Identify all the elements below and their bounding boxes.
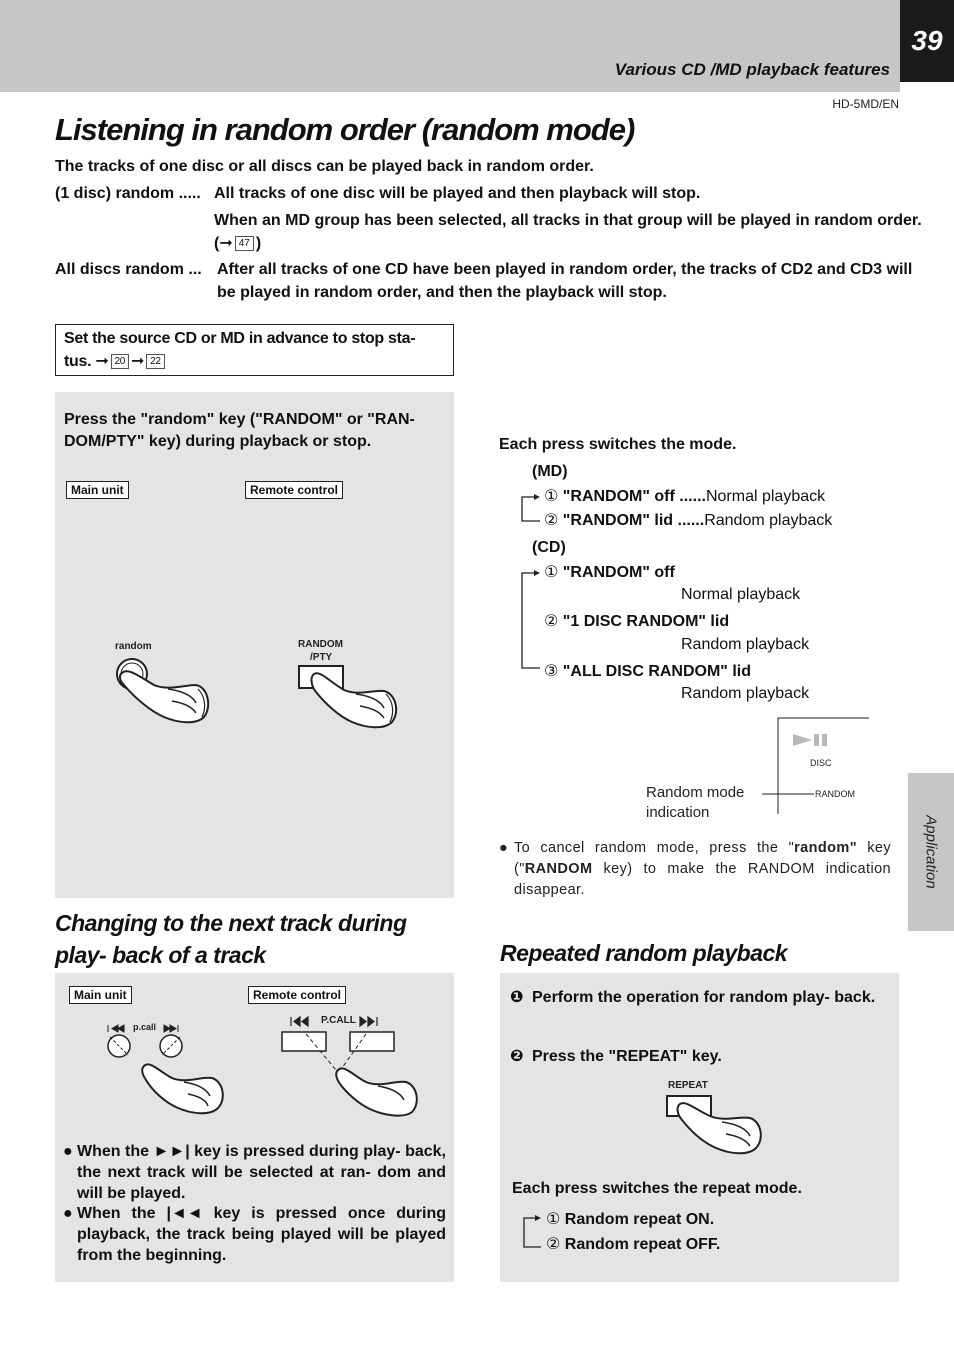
- next-track-title: Changing to the next track during play- back of a track: [55, 910, 407, 968]
- remote-pty-label: /PTY: [310, 652, 333, 663]
- md-mode-2-name: "RANDOM" lid ......: [562, 512, 705, 529]
- indicator-label-2: indication: [646, 804, 710, 821]
- cd-mode-1-desc: Normal playback: [681, 586, 801, 603]
- md-mode-2-num: ②: [544, 512, 559, 529]
- indicator-label-1: Random mode: [646, 784, 745, 801]
- prev-track-icon: |◄◄: [166, 1205, 203, 1222]
- intro-text: The tracks of one disc or all discs can be played back in random order.: [55, 158, 594, 175]
- cd-mode-2-name: "1 DISC RANDOM" lid: [562, 613, 730, 630]
- step1-text: Perform the operation for random play- back.: [532, 989, 876, 1006]
- all-discs-term: All discs random ...: [55, 261, 202, 278]
- model-number: HD-5MD/EN: [832, 97, 899, 111]
- cd-mode-1: [544, 562, 675, 582]
- repeat-mode-1-num: ①: [546, 1211, 561, 1228]
- cd-mode-3: [544, 661, 751, 681]
- step1-num: ❶: [510, 989, 524, 1006]
- arrow-icon: ➞: [131, 353, 145, 370]
- mode-switch-heading: Each press switches the mode.: [499, 436, 737, 453]
- cd-mode-2-num: ②: [544, 613, 559, 630]
- hand-pressing-remote-random-icon: [296, 664, 406, 734]
- hand-pressing-random-icon: [110, 655, 220, 730]
- next-track-bullet-1: [63, 1141, 446, 1204]
- md-group-ref-suffix: ): [255, 235, 262, 252]
- cd-label: (CD): [532, 539, 566, 556]
- md-group-desc: [214, 209, 924, 255]
- prep-note: [55, 324, 454, 376]
- cd-mode-3-desc: Random playback: [681, 685, 810, 702]
- arrow-icon: ➞: [95, 353, 109, 370]
- cd-mode-1-num: ①: [544, 564, 559, 581]
- next-track-icon: ►►|: [153, 1143, 190, 1160]
- bullet1-text-b: key is pressed during play- back, the next track will be selected at ran- dom and will be played.: [77, 1143, 446, 1202]
- md-group-ref-prefix: (➞: [214, 235, 233, 252]
- cancel-note: [499, 838, 891, 901]
- indicator-label: [646, 783, 744, 823]
- repeat-mode-1-text: Random repeat ON.: [564, 1211, 715, 1228]
- step2-text: Press the "REPEAT" key.: [532, 1048, 722, 1065]
- disc-indicator: DISC: [810, 758, 832, 768]
- md-mode-2-desc: Random playback: [704, 512, 833, 529]
- page-title: Listening in random order (random mode): [55, 112, 635, 147]
- hand-pressing-skip-icon: [100, 1020, 230, 1118]
- bullet-dot-icon: ●: [63, 1205, 73, 1222]
- page-ref-icon: 22: [146, 354, 165, 369]
- hand-pressing-repeat-icon: [664, 1094, 774, 1160]
- md-mode-1: [544, 486, 825, 506]
- md-label: (MD): [532, 463, 568, 480]
- repeat-switch-heading: Each press switches the repeat mode.: [512, 1180, 802, 1197]
- remote-pcall-label: P.CALL: [321, 1015, 356, 1026]
- page-ref-icon: 20: [111, 354, 130, 369]
- random-indicator: RANDOM: [815, 789, 855, 799]
- cd-mode-3-num: ③: [544, 663, 559, 680]
- cd-cycle-arrow-icon: [518, 566, 544, 672]
- bullet-dot-icon: ●: [63, 1143, 73, 1160]
- hand-pressing-remote-skip-icon: [280, 1012, 420, 1120]
- section-title: Various CD /MD playback features: [614, 60, 890, 79]
- remote-control-tag: Remote control: [248, 986, 346, 1004]
- main-unit-tag: Main unit: [69, 986, 132, 1004]
- cancel-key-random-upper: RANDOM: [524, 861, 593, 877]
- cd-mode-2-desc: Random playback: [681, 636, 810, 653]
- bullet2-text-b: key is pressed once during playback, the track being played will be played from the beginning.: [77, 1205, 446, 1264]
- md-mode-1-num: ①: [544, 488, 559, 505]
- bullet1-text-a: When the: [77, 1143, 150, 1160]
- cancel-text-2: key (": [514, 840, 891, 877]
- md-cycle-arrow-icon: [518, 490, 544, 526]
- md-mode-1-name: "RANDOM" off ......: [562, 488, 706, 505]
- repeat-key-label: REPEAT: [668, 1080, 708, 1091]
- md-mode-2: [544, 510, 832, 530]
- repeat-mode-2-num: ②: [546, 1236, 561, 1253]
- bullet-dot-icon: ●: [499, 840, 509, 856]
- main-unit-tag: Main unit: [66, 481, 129, 499]
- cancel-key-random: random": [794, 840, 857, 856]
- bullet2-text-a: When the: [77, 1205, 156, 1222]
- repeated-title: Repeated random playback: [500, 940, 788, 966]
- cancel-text-1: To cancel random mode, press the ": [514, 840, 795, 856]
- remote-control-tag: Remote control: [245, 481, 343, 499]
- cd-mode-3-name: "ALL DISC RANDOM" lid: [562, 663, 751, 680]
- cd-mode-2: [544, 611, 729, 631]
- repeat-mode-1: [546, 1209, 714, 1229]
- page-number: 39: [900, 0, 954, 82]
- md-group-text: When an MD group has been selected, all tracks in that group will be played in random order.: [214, 212, 922, 229]
- one-disc-desc: All tracks of one disc will be played and then playback will stop.: [214, 185, 701, 202]
- cd-mode-1-name: "RANDOM" off: [562, 564, 675, 581]
- prep-note-text: Set the source CD or MD in advance to stop sta- tus.: [64, 330, 416, 370]
- step2-num: ❷: [510, 1048, 524, 1065]
- remote-random-label: RANDOM: [298, 639, 343, 650]
- repeat-mode-2-text: Random repeat OFF.: [564, 1236, 721, 1253]
- random-key-label: random: [115, 641, 152, 652]
- next-track-bullet-2: [63, 1203, 446, 1266]
- side-tab-label: Application: [922, 815, 940, 889]
- side-tab: [908, 773, 954, 931]
- cancel-text-3: key) to make the RANDOM indication disappear.: [514, 861, 891, 898]
- all-discs-desc: After all tracks of one CD have been played in random order, the tracks of CD2 and CD3 will be played in random order, and then the playback will stop.: [217, 261, 913, 301]
- random-instruction: Press the "random" key ("RANDOM" or "RAN- DOM/PTY" key) during playback or stop.: [64, 411, 415, 450]
- md-mode-1-desc: Normal playback: [705, 488, 826, 505]
- pcall-key-label: p.call: [133, 1022, 157, 1032]
- page-ref-icon: 47: [235, 236, 254, 251]
- repeat-cycle-arrow-icon: [519, 1212, 545, 1252]
- repeat-mode-2: [546, 1234, 720, 1254]
- one-disc-term: (1 disc) random .....: [55, 185, 201, 202]
